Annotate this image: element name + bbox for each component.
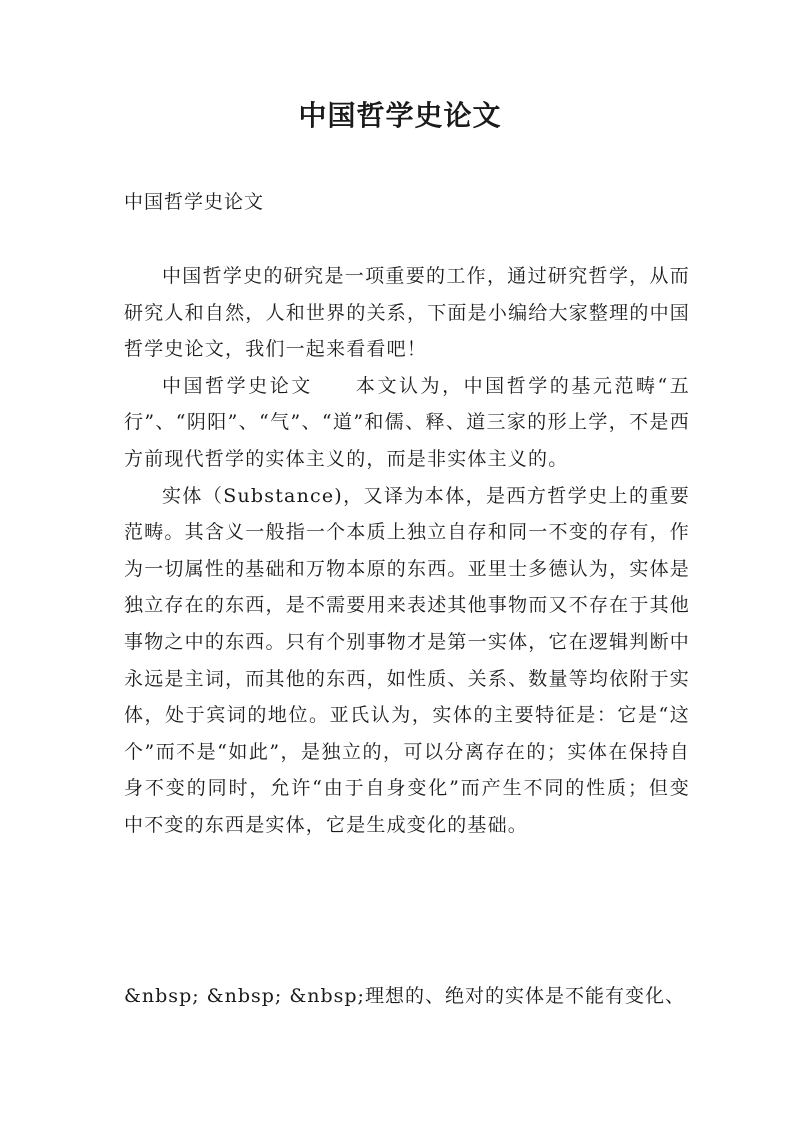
paragraph-thesis: 中国哲学史论文 本文认为，中国哲学的基元范畴“五行”、“阴阳”、“气”、“道”和儒、释、道三家的形上学，不是西方前现代哲学的实体主义的，而是非实体主义的。 [124,374,690,470]
document-body [124,258,690,844]
document-subtitle: 中国哲学史论文 [124,191,265,213]
paragraph-substance: 实体（Substance)，又译为本体，是西方哲学史上的重要范畴。其含义一般指一个本质上独立自存和同一不变的存有，作为一切属性的基础和万物本原的东西。亚里士多德认为，实体是独立存在的东西，是不需要用来表述其他事物而又不存在于其他事物之中的东西。只有个别事物才是第一实体，它在逻辑判断中永远是主词，而其他的东西，如性质、关系、数量等均依附于实体，处于宾词的地位。亚氏认为，实体的主要特征是：它是“这个”而不是“如此”，是独立的，可以分离存在的；实体在保持自身不变的同时，允许“由于自身变化”而产生不同的性质；但变中不变的东西是实体，它是生成变化的基础。 [124,484,690,836]
paragraph-intro: 中国哲学史的研究是一项重要的工作，通过研究哲学，从而研究人和自然，人和世界的关系，下面是小编给大家整理的中国哲学史论文，我们一起来看看吧！ [124,265,690,361]
paragraph-trailing-line: &nbsp; &nbsp; &nbsp;理想的、绝对的实体是不能有变化、 [124,985,685,1007]
document-title: 中国哲学史论文 [298,99,502,132]
